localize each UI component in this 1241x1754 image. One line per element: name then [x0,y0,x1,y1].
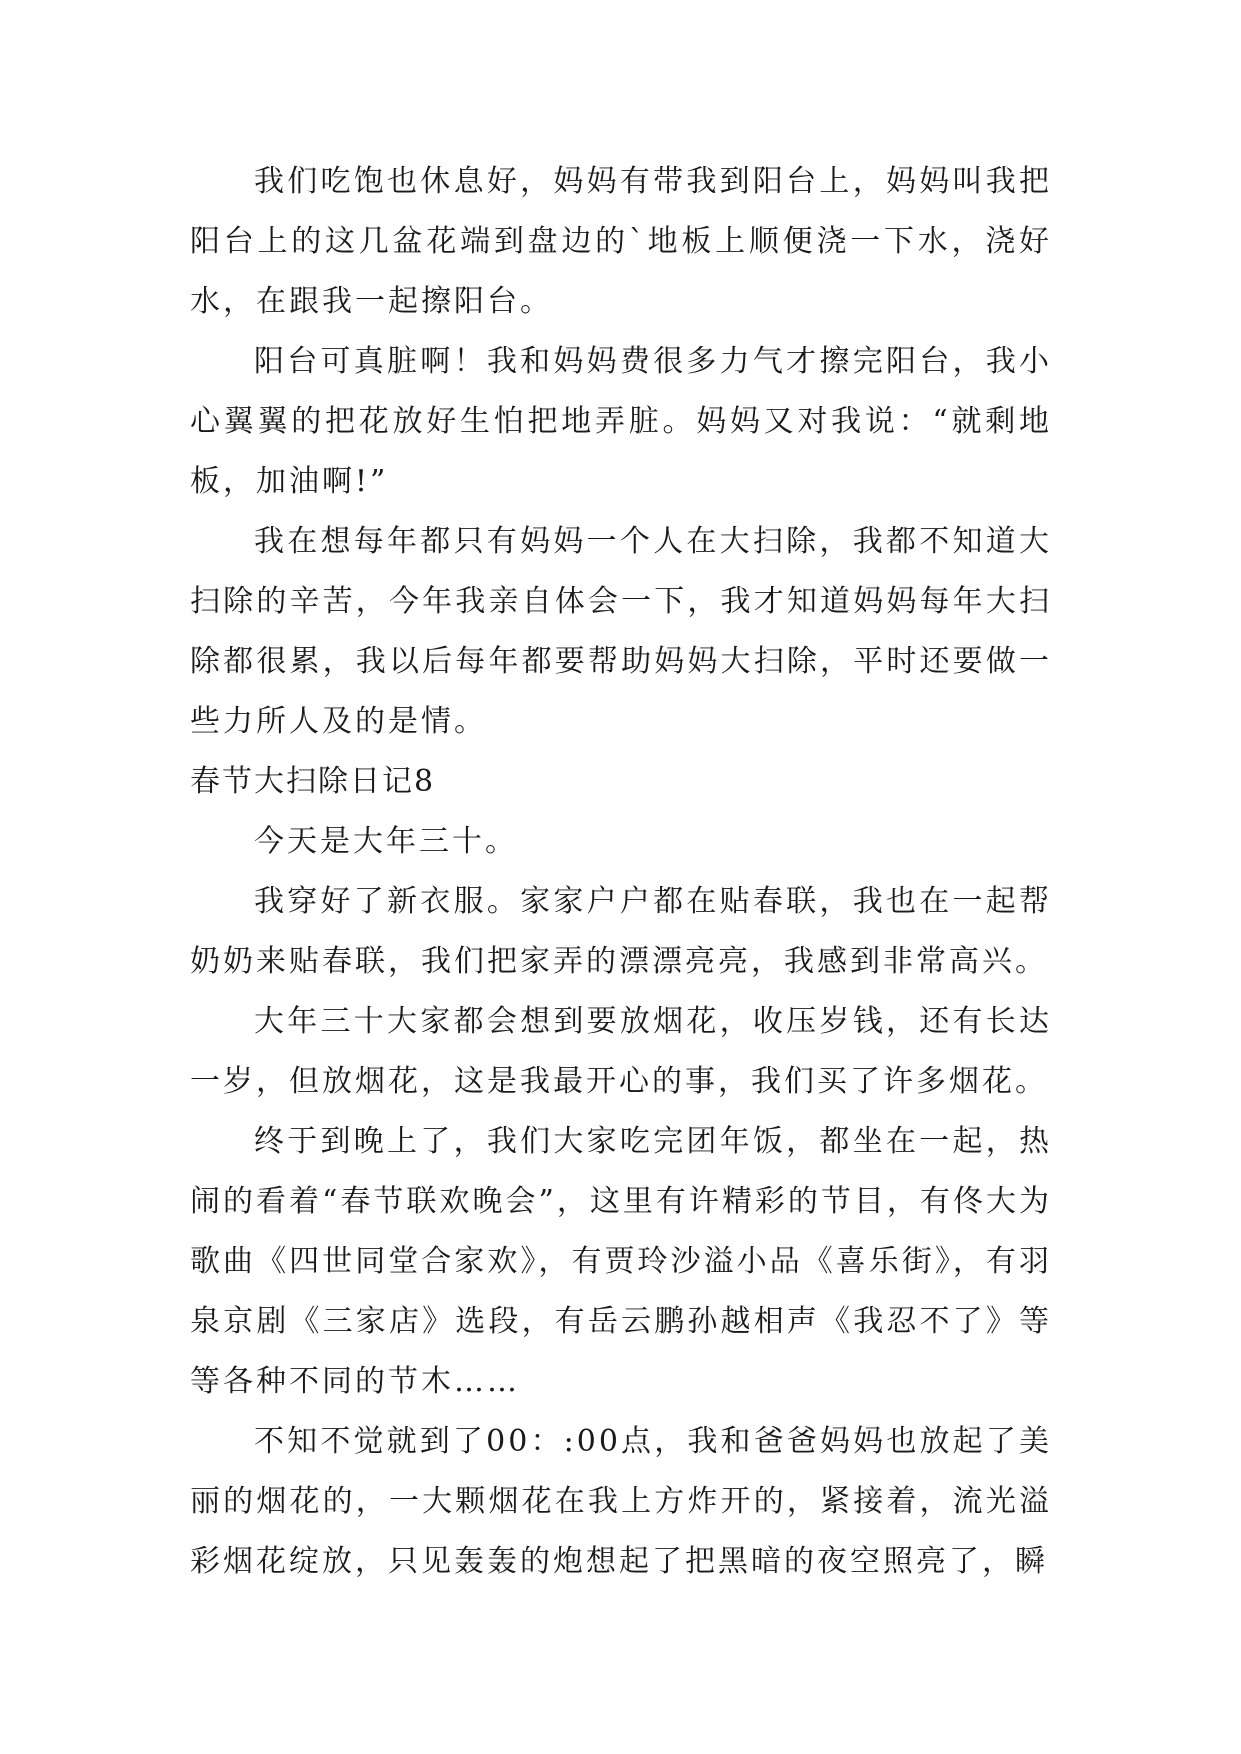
paragraph: 终于到晚上了，我们大家吃完团年饭，都坐在一起，热闹的看着“春节联欢晚会”，这里有许精彩的节目，有佟大为歌曲《四世同堂合家欢》，有贾玲沙溢小品《喜乐街》，有羽泉京剧《三家店》选段，有岳云鹏孙越相声《我忍不了》等等各种不同的节木…… [190,1124,1052,1399]
paragraph: 我们吃饱也休息好，妈妈有带我到阳台上，妈妈叫我把阳台上的这几盆花端到盘边的`地板上顺便浇一下水，浇好水，在跟我一起擦阳台。 [190,164,1052,319]
paragraph: 我在想每年都只有妈妈一个人在大扫除，我都不知道大扫除的辛苦，今年我亲自体会一下，我才知道妈妈每年大扫除都很累，我以后每年都要帮助妈妈大扫除，平时还要做一些力所人及的是情。 [190,524,1052,739]
document-page [190,152,1052,1592]
section-heading: 春节大扫除日记8 [190,764,436,799]
paragraph: 今天是大年三十。 [254,824,518,859]
paragraph: 大年三十大家都会想到要放烟花，收压岁钱，还有长达一岁，但放烟花，这是我最开心的事，我们买了许多烟花。 [190,1004,1052,1099]
paragraph: 不知不觉就到了00：:00点，我和爸爸妈妈也放起了美丽的烟花的，一大颗烟花在我上方炸开的，紧接着，流光溢彩烟花绽放，只见轰轰的炮想起了把黑暗的夜空照亮了，瞬 [190,1424,1052,1579]
paragraph: 阳台可真脏啊！我和妈妈费很多力气才擦完阳台，我小心翼翼的把花放好生怕把地弄脏。妈妈又对我说：“就剩地板，加油啊!” [190,344,1052,499]
paragraph: 我穿好了新衣服。家家户户都在贴春联，我也在一起帮奶奶来贴春联，我们把家弄的漂漂亮亮，我感到非常高兴。 [190,884,1052,979]
